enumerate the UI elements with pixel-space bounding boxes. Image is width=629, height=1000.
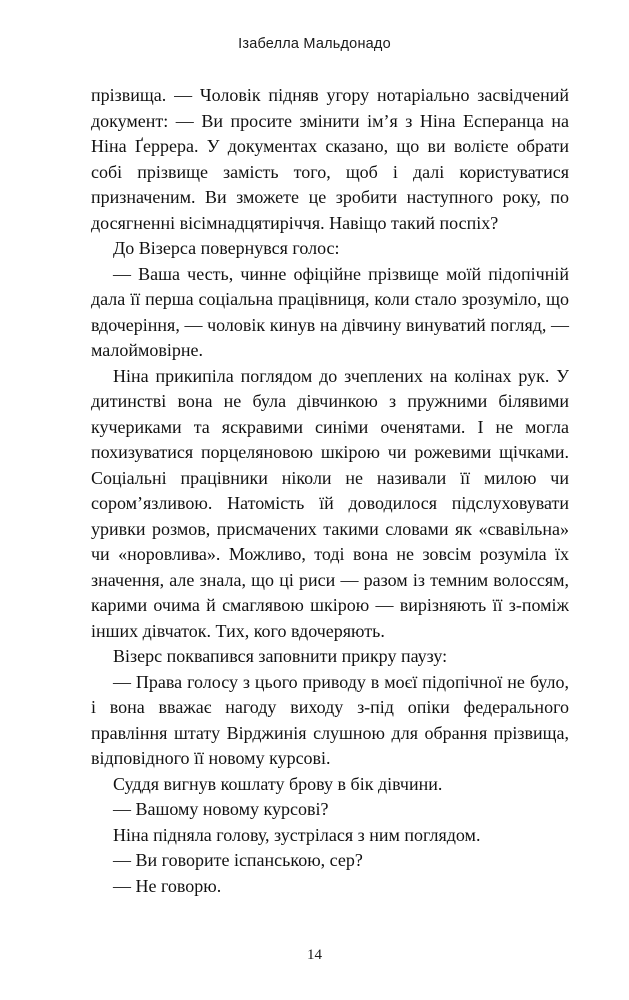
paragraph-11: — Не говорю.: [113, 875, 222, 896]
paragraph-1: прізвища. — Чоловік підняв угору нотаріально засвідчений документ: — Ви просите змінити ім’я з Ніна Есперанца на Ніна Ґеррера. У документах сказано, що ви волієте обрати собі прізвище замість того, щоб і далі користуватися призначеним. Ви зможете це зробити наступного року, по досягненні вісімнадцятиріччя. Навіщо такий поспіх?: [91, 85, 569, 233]
paragraph-10: — Ви говорите іспанською, сер?: [113, 850, 363, 870]
paragraph-6: — Права голосу з цього приводу в моєї підопічної не було, і вона вважає нагоду виходу з-під опіки федерального правління штату Вірджинія слушною для обрання прізвища, відповідного її новому курсові.: [91, 671, 569, 768]
paragraph-5: Візерс поквапився заповнити прикру паузу:: [113, 646, 448, 666]
paragraph-9: Ніна підняла голову, зустрілася з ним поглядом.: [113, 824, 481, 845]
paragraph-4: Ніна прикипіла поглядом до зчеплених на колінах рук. У дитинстві вона не була дівчинкою з пружними білявими кучериками та яскравими синіми оченятами. І не могла похизуватися порцеляновою шкірою чи рожевими щічками. Соціальні працівники ніколи не називали її милою чи сором’язливою. Натомість їй доводилося підслуховувати уривки розмов, присмачених такими словами як «свавільна» чи «норовлива». Можливо, тоді вона не зовсім розуміла їх значення, але знала, що ці риси — разом із темним волоссям, карими очима й смаглявою шкірою — вирізняють її з-поміж інших дівчаток. Тих, кого вдочеряють.: [91, 365, 569, 641]
paragraph-8: — Вашому новому курсові?: [113, 799, 329, 819]
running-head: Ізабелла Мальдонадо: [238, 36, 391, 52]
paragraph-7: Суддя вигнув кошлату брову в бік дівчини.: [113, 773, 443, 794]
paragraph-3: — Ваша честь, чинне офіційне прізвище моїй підопічній дала її перша соціальна працівниця, коли стало зрозуміло, що вдочеріння, — чоловік кинув на дівчину винуватий погляд, — малоймовірне.: [91, 263, 569, 360]
page-number: 14: [307, 947, 322, 963]
paragraph-2: До Візерса повернувся голос:: [113, 238, 340, 258]
page-body: [91, 83, 569, 899]
